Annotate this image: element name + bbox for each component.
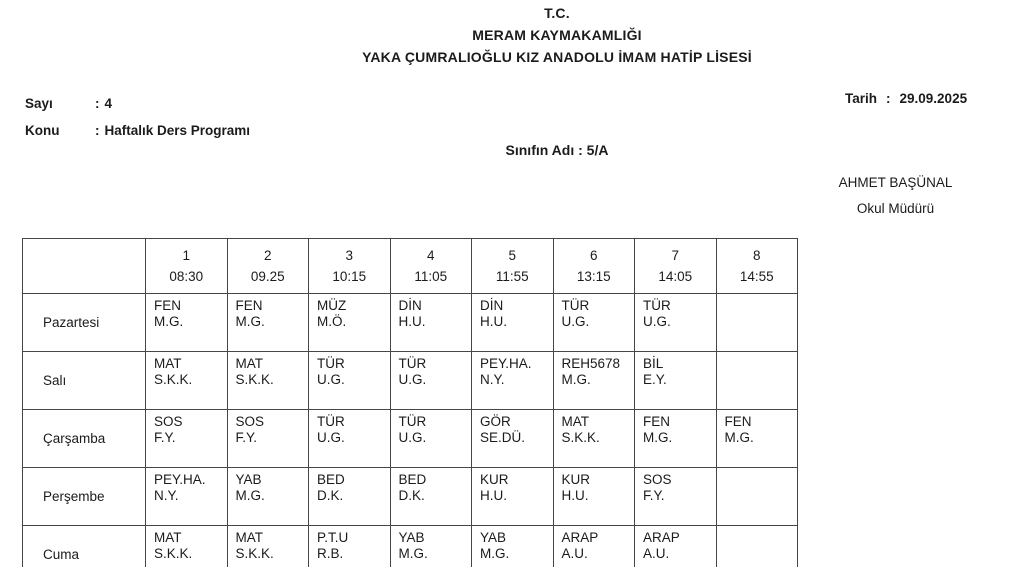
lesson-cell <box>635 526 717 567</box>
teacher-text: A.U. <box>561 546 588 561</box>
period-header-cell <box>146 239 228 294</box>
lesson-cell-empty <box>716 526 798 567</box>
teacher-text: A.U. <box>643 546 670 561</box>
principal-name: AHMET BAŞÜNAL <box>838 175 953 190</box>
sayi-colon: : <box>95 96 100 111</box>
corner-cell <box>23 239 146 294</box>
teacher-text: H.U. <box>561 488 589 503</box>
lesson-cell <box>227 526 309 567</box>
lesson-cell <box>472 294 554 352</box>
subject-text: TÜR <box>398 414 427 429</box>
period-time: 11:05 <box>414 269 448 284</box>
subject-text: FEN <box>643 414 670 429</box>
sayi-row <box>25 90 250 117</box>
konu-label: Konu <box>25 123 60 138</box>
subject-text: SOS <box>643 472 672 487</box>
teacher-text: M.G. <box>480 546 510 561</box>
subject-text: ARAP <box>643 530 680 545</box>
teacher-text: H.U. <box>480 488 507 503</box>
lesson-cell <box>309 526 391 567</box>
lesson-cell <box>146 410 228 468</box>
period-header-cell <box>309 239 391 294</box>
sayi-value: 4 <box>104 96 113 111</box>
subject-text: PEY.HA. <box>154 472 206 487</box>
teacher-text: F.Y. <box>154 430 176 445</box>
teacher-text: U.G. <box>643 314 671 329</box>
teacher-text: H.U. <box>398 314 426 329</box>
period-header-cell <box>227 239 309 294</box>
day-label: Perşembe <box>23 468 146 526</box>
day-row-persembe <box>23 468 798 526</box>
lesson-cell <box>227 294 309 352</box>
teacher-text: S.K.K. <box>561 430 600 445</box>
teacher-text: M.G. <box>643 430 673 445</box>
lesson-cell <box>309 294 391 352</box>
teacher-text: D.K. <box>317 488 344 503</box>
schedule-table <box>22 238 798 567</box>
teacher-text: M.G. <box>154 314 184 329</box>
lesson-cell <box>553 526 635 567</box>
period-time: 11:55 <box>495 269 529 284</box>
subject-text: FEN <box>724 414 752 429</box>
teacher-text: M.G. <box>398 546 428 561</box>
lesson-cell <box>146 294 228 352</box>
subject-text: MAT <box>235 530 263 545</box>
teacher-text: F.Y. <box>643 488 665 503</box>
teacher-text: U.G. <box>398 372 427 387</box>
subject-text: MAT <box>154 356 182 371</box>
konu-row <box>25 117 250 144</box>
lesson-cell <box>390 294 472 352</box>
lesson-cell-empty <box>716 352 798 410</box>
tarih-label: Tarih <box>845 91 878 106</box>
lesson-cell <box>635 294 717 352</box>
teacher-text: SE.DÜ. <box>480 430 526 445</box>
period-number: 7 <box>671 248 679 263</box>
subject-text: GÖR <box>480 414 511 429</box>
period-number: 4 <box>426 248 435 263</box>
teacher-text: U.G. <box>561 314 590 329</box>
subject-text: KUR <box>480 472 509 487</box>
teacher-text: M.G. <box>235 488 265 503</box>
subject-text: TÜR <box>398 356 427 371</box>
subject-text: SOS <box>235 414 265 429</box>
period-header-cell <box>716 239 798 294</box>
period-time: 10:15 <box>332 269 367 284</box>
lesson-cell-empty <box>716 294 798 352</box>
subject-text: KUR <box>561 472 591 487</box>
teacher-text: S.K.K. <box>235 546 274 561</box>
konu-colon: : <box>95 123 100 138</box>
subject-text: P.T.U <box>317 530 349 545</box>
lesson-cell <box>146 526 228 567</box>
lesson-cell <box>553 352 635 410</box>
meta-block <box>25 90 250 144</box>
day-row-carsamba <box>23 410 798 468</box>
lesson-cell <box>635 352 717 410</box>
teacher-text: S.K.K. <box>154 546 193 561</box>
subject-text: BİL <box>643 356 664 371</box>
lesson-cell <box>472 410 554 468</box>
teacher-text: S.K.K. <box>235 372 274 387</box>
letterhead-line-district: MERAM KAYMAKAMLIĞI <box>472 27 642 43</box>
subject-text: FEN <box>154 298 181 313</box>
period-header-cell <box>553 239 635 294</box>
lesson-cell <box>227 352 309 410</box>
teacher-text: M.G. <box>235 314 265 329</box>
lesson-cell <box>146 468 228 526</box>
period-number: 6 <box>589 248 598 263</box>
tarih-colon: : <box>886 91 891 106</box>
subject-text: MÜZ <box>317 298 347 313</box>
day-row-cuma <box>23 526 798 567</box>
day-label: Pazartesi <box>23 294 146 352</box>
teacher-text: D.K. <box>398 488 425 503</box>
lesson-cell-empty <box>716 468 798 526</box>
subject-text: ARAP <box>561 530 599 545</box>
teacher-text: U.G. <box>398 430 427 445</box>
lesson-cell <box>553 410 635 468</box>
teacher-text: M.G. <box>724 430 754 445</box>
teacher-text: M.Ö. <box>317 314 347 329</box>
period-time: 08:30 <box>169 269 204 284</box>
subject-text: DİN <box>480 298 504 313</box>
period-number: 5 <box>508 248 516 263</box>
period-time: 09.25 <box>250 269 285 284</box>
period-number: 3 <box>345 248 353 263</box>
lesson-cell <box>390 526 472 567</box>
teacher-text: U.G. <box>317 430 345 445</box>
lesson-cell <box>390 352 472 410</box>
lesson-cell <box>146 352 228 410</box>
subject-text: YAB <box>235 472 262 487</box>
period-header-row <box>23 239 798 294</box>
subject-text: PEY.HA. <box>480 356 532 371</box>
day-label: Çarşamba <box>23 410 146 468</box>
lesson-cell <box>309 468 391 526</box>
teacher-text: R.B. <box>317 546 344 561</box>
subject-text: TÜR <box>643 298 671 313</box>
lesson-cell <box>553 294 635 352</box>
subject-text: BED <box>317 472 345 487</box>
principal-block <box>798 170 993 222</box>
subject-text: TÜR <box>561 298 590 313</box>
lesson-cell <box>227 468 309 526</box>
class-name-line: Sınıfın Adı : 5/A <box>505 142 609 158</box>
konu-value: Haftalık Ders Programı <box>104 123 251 138</box>
subject-text: BED <box>398 472 427 487</box>
subject-text: TÜR <box>317 356 345 371</box>
sayi-label: Sayı <box>25 96 53 111</box>
tarih-value: 29.09.2025 <box>899 91 968 106</box>
teacher-text: U.G. <box>317 372 345 387</box>
lesson-cell <box>309 410 391 468</box>
lesson-cell <box>472 468 554 526</box>
letterhead <box>0 2 1024 68</box>
tarih-row <box>845 91 967 106</box>
period-number: 8 <box>752 248 761 263</box>
letterhead-line-school: YAKA ÇUMRALIOĞLU KIZ ANADOLU İMAM HATİP LİSESİ <box>362 49 752 65</box>
teacher-text: H.U. <box>480 314 507 329</box>
period-number: 2 <box>263 248 272 263</box>
period-time: 14:55 <box>739 269 774 284</box>
teacher-text: N.Y. <box>154 488 179 503</box>
teacher-text: E.Y. <box>643 372 667 387</box>
lesson-cell <box>472 352 554 410</box>
subject-text: TÜR <box>317 414 345 429</box>
subject-text: MAT <box>154 530 182 545</box>
subject-text: DİN <box>398 298 422 313</box>
lesson-cell <box>309 352 391 410</box>
lesson-cell <box>472 526 554 567</box>
period-number: 1 <box>182 248 190 263</box>
period-time: 14:05 <box>658 269 693 284</box>
lesson-cell <box>635 468 717 526</box>
period-time: 13:15 <box>576 269 611 284</box>
teacher-text: S.K.K. <box>154 372 193 387</box>
letterhead-line-tc: T.C. <box>544 5 570 21</box>
subject-text: SOS <box>154 414 183 429</box>
lesson-cell <box>227 410 309 468</box>
subject-text: MAT <box>235 356 263 371</box>
period-header-cell <box>390 239 472 294</box>
subject-text: FEN <box>235 298 263 313</box>
day-row-sali <box>23 352 798 410</box>
day-row-pazartesi <box>23 294 798 352</box>
subject-text: YAB <box>480 530 507 545</box>
lesson-cell <box>553 468 635 526</box>
period-header-cell <box>472 239 554 294</box>
lesson-cell <box>716 410 798 468</box>
teacher-text: N.Y. <box>480 372 505 387</box>
subject-text: REH5678 <box>561 356 621 371</box>
period-header-cell <box>635 239 717 294</box>
teacher-text: M.G. <box>561 372 591 387</box>
lesson-cell <box>390 468 472 526</box>
principal-title: Okul Müdürü <box>856 201 935 216</box>
subject-text: MAT <box>561 414 589 429</box>
lesson-cell <box>635 410 717 468</box>
lesson-cell <box>390 410 472 468</box>
day-label: Salı <box>23 352 146 410</box>
day-label: Cuma <box>23 526 146 567</box>
teacher-text: F.Y. <box>235 430 258 445</box>
subject-text: YAB <box>398 530 425 545</box>
